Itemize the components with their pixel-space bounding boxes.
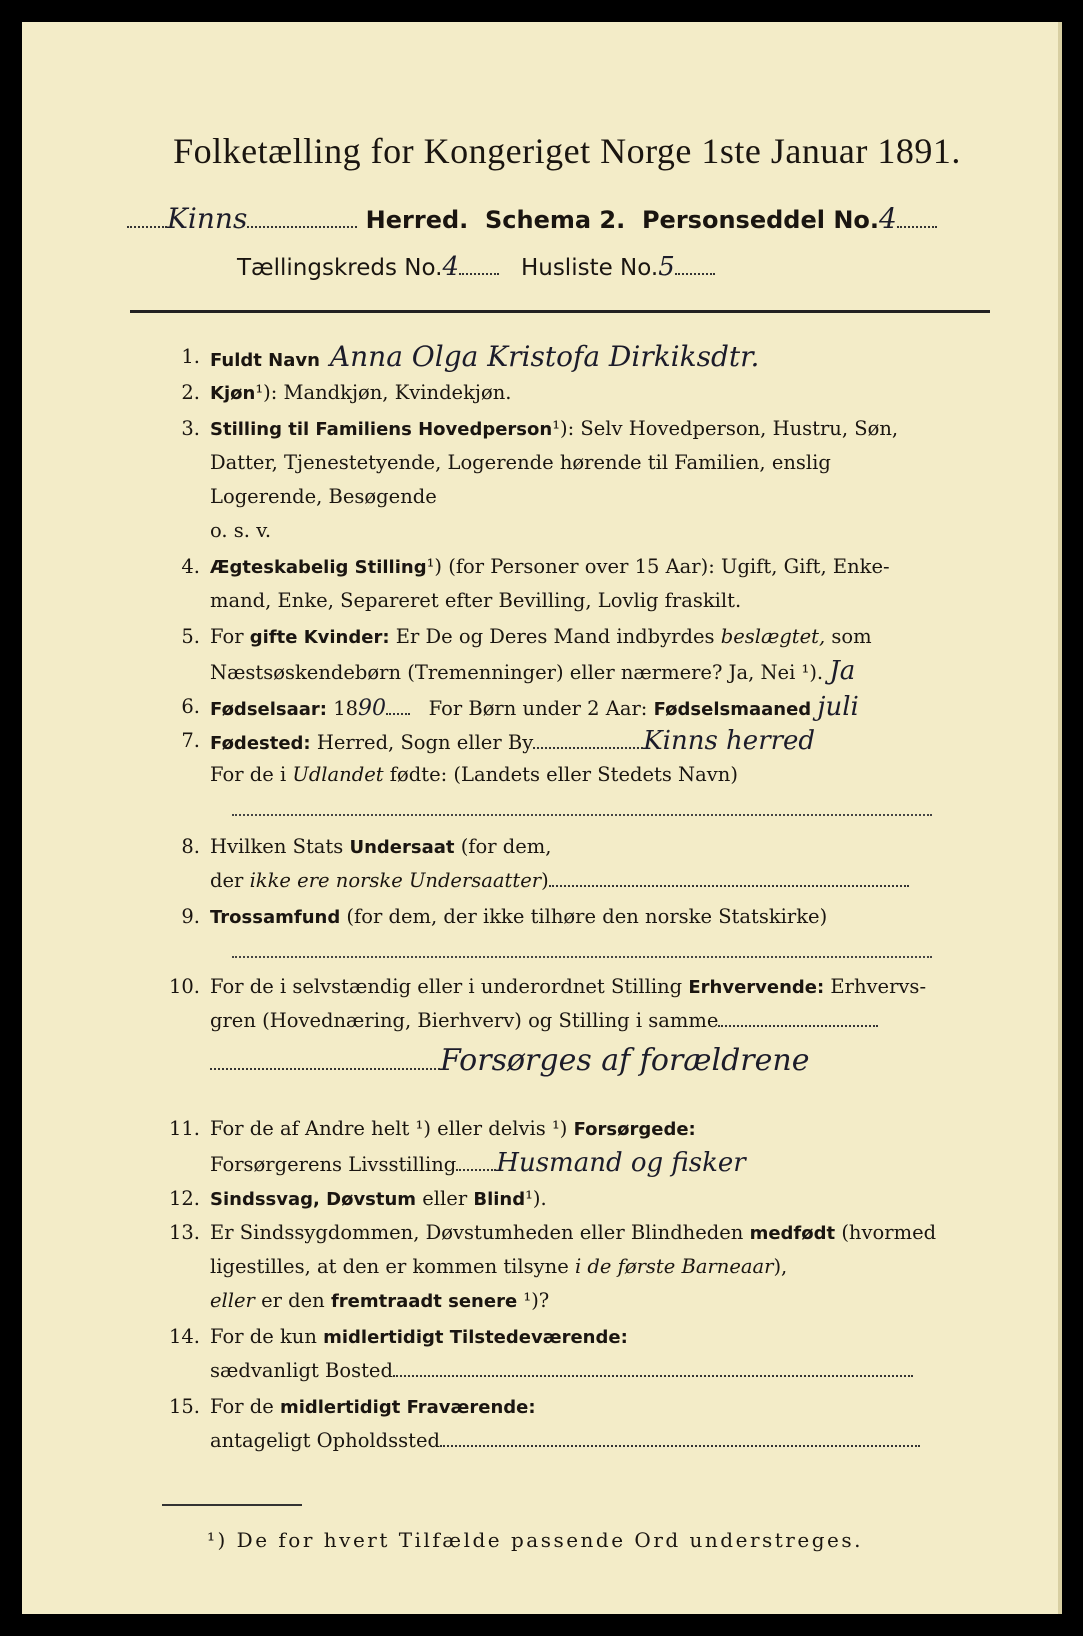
item-label: midlertidigt Fraværende: [279,1397,536,1418]
item-label: gifte Kvinder: [249,627,390,648]
item-text: som [831,625,872,648]
item-label: Fødselsaar: [210,699,327,720]
item-text: Logerende, Besøgende [210,485,437,508]
item-text: For Børn under 2 Aar: [428,697,648,720]
personseddel-label: Personseddel No. [641,206,880,234]
herred-name: Kinns [167,202,248,235]
item-text: der [210,869,244,892]
item-text: gren (Hovednæring, Bierhverv) og Stilling i samme [210,1009,719,1032]
item-text: For [210,625,244,648]
item-text: ), [773,1255,788,1278]
herred-line [127,202,1007,235]
item-text: Næstsøskendebørn (Tremenninger) eller nærmere? Ja, Nei ¹). [210,661,824,684]
item-label: Trossamfund [210,907,341,928]
item-label: Sindssvag, Døvstum [210,1189,417,1210]
item-label: Kjøn [210,383,256,404]
item-text: 18 [333,697,359,720]
blank-line [232,814,932,816]
item-text: For de [210,1395,274,1418]
item-text: Herred, Sogn eller By [316,731,534,754]
related-value: Ja [829,656,856,686]
item-number: 6. [181,695,200,718]
item-text: Datter, Tjenestetyende, Logerende hørende til Familien, enslig [210,451,831,474]
item-number: 1. [181,345,200,368]
item-number: 11. [168,1117,200,1140]
item-text: For de af Andre helt ¹) eller delvis ¹) [210,1117,568,1140]
item-text: beslægtet, [720,625,826,648]
item-text: For de i selvstændig eller i underordnet Stilling [210,975,683,998]
item-text: (hvormed [841,1221,937,1244]
item-text: For de kun [210,1325,317,1348]
item-text: ¹): Selv Hovedperson, Hustru, Søn, [552,417,899,440]
item-label: midlertidigt Tilstedeværende: [323,1327,628,1348]
item-text: i de første Barneaar [574,1255,774,1278]
item-text: For de i [210,763,287,786]
item-label: fremtraadt senere [330,1291,518,1312]
item-number: 3. [181,417,200,440]
taellingskreds-label: Tællingskreds No. [237,255,443,281]
item-text: mand, Enke, Separeret efter Bevilling, Lovlig fraskilt. [210,589,742,612]
item-label: Forsørgede: [573,1119,696,1140]
item-text: Erhvervs- [830,975,927,998]
item-text: o. s. v. [210,519,272,542]
item-number: 7. [181,729,200,752]
item-text: eller [210,1289,255,1312]
item-number: 8. [181,835,200,858]
item-text: ¹). [525,1187,547,1210]
item-text: Er Sindssygdommen, Døvstumheden eller Blindheden [210,1221,744,1244]
item-text: sædvanligt Bosted [210,1359,393,1382]
item-text: er den [261,1289,325,1312]
husliste-no: 5 [658,252,675,282]
item-text: (for dem, [460,835,552,858]
item-number: 10. [168,975,200,998]
item-label: Stilling til Familiens Hovedperson [210,419,553,440]
item-text: Hvilken Stats [210,835,344,858]
item-number: 2. [181,381,200,404]
item-text: ¹) (for Personer over 15 Aar): Ugift, Gift, Enke- [426,555,890,578]
item-text: (for dem, der ikke tilhøre den norske Statskirke) [346,905,828,928]
item-text: ikke ere norske Undersaatter [249,869,542,892]
item-text: Forsørgerens Livsstilling [210,1153,457,1176]
personseddel-no: 4 [879,202,897,235]
husliste-label: Husliste No. [520,255,659,281]
item-number: 13. [168,1221,200,1244]
footnote: ¹) De for hvert Tilfælde passende Ord understreges. [207,1528,863,1552]
item-label: Fødested: [210,733,311,754]
footnote-rule [162,1504,302,1506]
item-number: 12. [168,1187,200,1210]
taellingskreds-no: 4 [442,252,460,282]
item-text: Udlandet [292,763,384,786]
item-number: 14. [168,1325,200,1348]
item-number: 4. [181,555,200,578]
birth-month-value: juli [817,692,859,722]
item-text: ¹): Mandkjøn, Kvindekjøn. [255,381,512,404]
census-form: Folketælling for Kongeriget Norge 1ste Januar 1891. Kinns Herred. Schema 2. Personseddel No.4 Tællingskreds No.4 Husliste No.5 1. Fuldt Navn Anna Olga Kristofa Dirkiksdtr. 2. Kjøn¹): Mandkjøn, Kvindekjøn. 3. Stilling til Familiens Hovedperson¹): Selv Hovedperson, Hustru, Søn, Datter, Tjenestetyende, Logerende hørende til Familien, enslig Logerende, Besøgende o. s. v. 4. Ægteskabelig Stilling¹) (for Personer over 15 Aar): Ugift, Gift, Enke- mand, Enke, Separeret efter Bevilling, Lovlig fraskilt. 5. For gifte Kvinder: Er De og Deres Mand indbyrdes beslægtet, som Næstsøskendebørn (Tremenninger) eller nærmere? Ja, Nei ¹). Ja 6. Fødselsaar: 1890 For Børn under 2 Aar: Fødselsmaaned juli 7. Fødested: Herred, Sogn eller By Kinns herred For de i Udlandet fødte: (Landets eller Stedets Navn) 8. Hvilken Stats Undersaat (for dem, der ikke ere norske Undersaatter) 9. Trossamfund (for dem, der ikke tilhøre den norske Statskirke) 10. For de i selvstændig eller i underordnet Stilling Erhvervende: Erhvervs- gren (Hovednæring, Bierhverv) og Stilling i samme Forsørges af forældrene 11. For de af Andre helt ¹) eller delvis ¹) Forsørgede: Forsørgerens Livsstilling Husmand og fisker 12. Sindssvag, Døvstum eller Blind¹). 13. Er Sindssygdommen, Døvstumheden eller Blindheden medfødt (hvormed ligestilles, at den er kommen tilsyne i de første Barneaar), eller er den fremtraadt senere ¹)? 14. For de kun midlertidigt Tilstedeværende: sædvanligt Bosted 15. For de midlertidigt Fraværende: antageligt Opholdssted ¹) De for hvert Tilfælde passende Ord understreges. [22,22,1062,1614]
occupation-value: Forsørges af forældrene [440,1043,810,1078]
page-title: Folketælling for Kongeriget Norge 1ste Januar 1891. [173,131,961,171]
item-text: antageligt Opholdssted [210,1429,441,1452]
item-label: medfødt [749,1223,836,1244]
item-number: 5. [181,625,200,648]
item-label: Blind [473,1189,526,1210]
full-name-value: Anna Olga Kristofa Dirkiksdtr. [329,340,760,373]
item-text: ligestilles, at den er kommen tilsyne [210,1255,569,1278]
item-label: Fødselsmaaned [653,699,812,720]
item-text: ¹)? [523,1289,550,1312]
item-text: fødte: (Landets eller Stedets Navn) [389,763,738,786]
provider-value: Husmand og fisker [496,1148,746,1178]
birth-year-value: 90 [358,696,387,721]
item-number: 9. [181,905,200,928]
item-text: Er De og Deres Mand indbyrdes [395,625,715,648]
header-rule [130,310,990,313]
item-label: Ægteskabelig Stilling [210,557,427,578]
taellingskreds-line [127,252,1007,282]
item-label: Fuldt Navn [210,350,320,371]
herred-label: Herred. [365,206,469,234]
blank-line [232,956,932,958]
item-number: 15. [168,1395,200,1418]
item-label: Erhvervende: [688,977,825,998]
birthplace-value: Kinns herred [643,726,816,756]
item-text: eller [422,1187,468,1210]
schema-label: Schema 2. [485,206,626,234]
item-label: Undersaat [349,837,455,858]
